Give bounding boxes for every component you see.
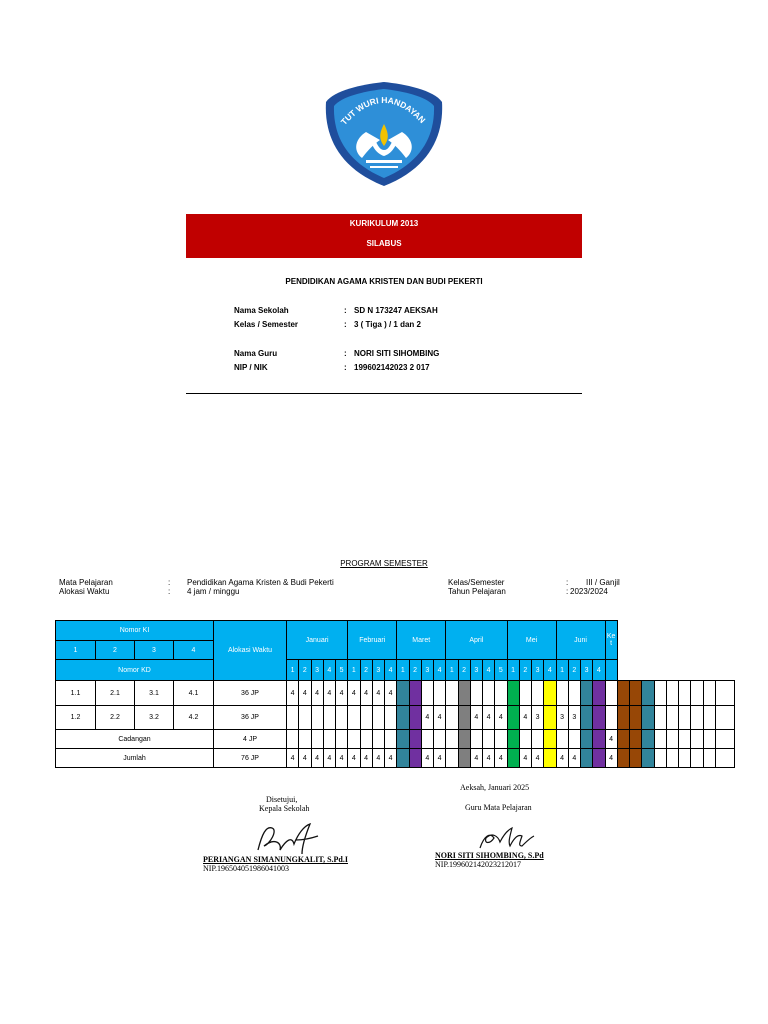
week-cell: 4 — [348, 749, 360, 768]
week-header: 2 — [568, 660, 580, 681]
week-cell: 4 — [372, 749, 384, 768]
week-cell: 3 — [556, 706, 568, 730]
sig-left-approved: Disetujui, — [266, 795, 298, 804]
week-cell — [507, 681, 519, 706]
week-header: 4 — [323, 660, 335, 681]
meta-year-value: 2023/2024 — [570, 587, 608, 596]
week-cell: 4 — [434, 706, 446, 730]
week-cell — [360, 730, 372, 749]
week-cell — [483, 681, 495, 706]
week-cell — [581, 681, 593, 706]
sig-left-role: Kepala Sekolah — [259, 804, 310, 813]
week-cell — [654, 730, 666, 749]
sig-left-name: PERIANGAN SIMANUNGKALIT, S.Pd.I — [203, 855, 348, 864]
week-cell — [360, 706, 372, 730]
week-cell — [703, 681, 715, 706]
week-cell — [679, 730, 691, 749]
week-cell — [666, 749, 678, 768]
week-cell — [654, 749, 666, 768]
meta-allocation-value: 4 jam / minggu — [187, 587, 240, 596]
week-header: 2 — [519, 660, 531, 681]
week-cell — [421, 681, 433, 706]
week-cell — [287, 706, 299, 730]
identity-colon: : — [344, 320, 347, 329]
week-cell: 4 — [299, 749, 311, 768]
meta-colon: : — [566, 587, 569, 596]
divider-line — [186, 393, 582, 394]
week-cell — [642, 749, 654, 768]
week-header: 4 — [544, 660, 556, 681]
identity-nip — [234, 363, 534, 373]
meta-subject-value: Pendidikan Agama Kristen & Budi Pekerti — [187, 578, 334, 587]
meta-class-value: III / Ganjil — [586, 578, 620, 587]
week-cell — [458, 681, 470, 706]
banner-syllabus: SILABUS — [366, 239, 402, 248]
week-cell — [446, 706, 458, 730]
week-header: 5 — [336, 660, 348, 681]
week-header: 5 — [495, 660, 507, 681]
alokasi-cell: 4 JP — [214, 730, 287, 749]
kd-cell: 3.2 — [135, 706, 174, 730]
week-header: 4 — [434, 660, 446, 681]
week-header: 1 — [348, 660, 360, 681]
meta-colon: : — [168, 587, 171, 596]
week-cell — [581, 749, 593, 768]
ket-cell — [715, 749, 734, 768]
svg-text:TUT WURI HANDAYANI: TUT WURI HANDAYAN — [338, 94, 428, 127]
week-cell — [299, 730, 311, 749]
week-cell — [581, 706, 593, 730]
week-cell — [691, 706, 703, 730]
week-cell — [287, 730, 299, 749]
week-cell — [544, 749, 556, 768]
week-header: 3 — [581, 660, 593, 681]
week-cell — [605, 681, 617, 706]
identity-value: 3 ( Tiga ) / 1 dan 2 — [354, 320, 421, 329]
identity-label: Nama Guru — [234, 349, 278, 358]
sig-right-role: Guru Mata Pelajaran — [465, 803, 532, 812]
nomor-kd-header: Nomor KD — [56, 660, 214, 681]
week-header: 3 — [421, 660, 433, 681]
week-cell — [544, 681, 556, 706]
semester-table — [55, 620, 735, 768]
week-cell — [372, 706, 384, 730]
week-cell — [532, 681, 544, 706]
week-cell: 4 — [519, 706, 531, 730]
week-cell — [556, 681, 568, 706]
ki-column-header: 3 — [135, 641, 174, 660]
week-header: 4 — [483, 660, 495, 681]
week-cell: 4 — [568, 749, 580, 768]
week-cell: 4 — [495, 706, 507, 730]
week-cell — [593, 730, 605, 749]
week-cell — [421, 730, 433, 749]
week-cell — [372, 730, 384, 749]
week-cell: 4 — [483, 706, 495, 730]
week-header: 2 — [409, 660, 421, 681]
week-cell — [666, 730, 678, 749]
identity-label: NIP / NIK — [234, 363, 268, 372]
week-header: 1 — [446, 660, 458, 681]
month-header: Januari — [287, 621, 348, 660]
week-cell — [446, 681, 458, 706]
week-cell: 4 — [323, 749, 335, 768]
week-header: 3 — [470, 660, 482, 681]
identity-value: NORI SITI SIHOMBING — [354, 349, 440, 358]
week-cell — [593, 749, 605, 768]
week-cell — [336, 706, 348, 730]
identity-value: 199602142023 2 017 — [354, 363, 430, 372]
week-cell — [434, 730, 446, 749]
ket-header: Ke t — [605, 621, 617, 660]
week-cell: 4 — [287, 749, 299, 768]
table-row — [56, 730, 735, 749]
identity-colon: : — [344, 363, 347, 372]
week-cell — [703, 749, 715, 768]
week-cell — [642, 730, 654, 749]
week-cell: 4 — [605, 730, 617, 749]
week-cell — [495, 730, 507, 749]
alokasi-cell: 36 JP — [214, 681, 287, 706]
week-cell — [299, 706, 311, 730]
week-cell — [703, 730, 715, 749]
week-cell — [446, 730, 458, 749]
week-cell — [556, 730, 568, 749]
week-cell — [544, 706, 556, 730]
week-header: 1 — [507, 660, 519, 681]
meta-subject-label: Mata Pelajaran — [59, 578, 113, 587]
week-header: 3 — [311, 660, 323, 681]
week-cell — [642, 681, 654, 706]
week-cell — [593, 681, 605, 706]
identity-school — [234, 306, 534, 316]
ki-column-header: 1 — [56, 641, 96, 660]
week-cell — [703, 706, 715, 730]
principal-signature — [252, 820, 322, 858]
teacher-signature — [476, 822, 536, 852]
month-header: Juni — [556, 621, 605, 660]
week-cell — [581, 730, 593, 749]
week-cell — [679, 706, 691, 730]
sig-right-name: NORI SITI SIHOMBING, S.Pd — [435, 851, 544, 860]
week-cell — [323, 706, 335, 730]
week-cell — [630, 681, 642, 706]
week-cell — [458, 730, 470, 749]
week-cell: 4 — [299, 681, 311, 706]
week-cell — [568, 730, 580, 749]
sig-right-nip: NIP.199602142023212017 — [435, 860, 522, 869]
week-cell — [336, 730, 348, 749]
week-cell: 4 — [483, 749, 495, 768]
week-cell — [458, 749, 470, 768]
kd-cell: 1.2 — [56, 706, 96, 730]
week-cell: 4 — [348, 681, 360, 706]
kd-cell: 2.2 — [96, 706, 135, 730]
week-cell — [409, 706, 421, 730]
week-cell — [470, 730, 482, 749]
week-cell — [323, 730, 335, 749]
week-cell — [630, 730, 642, 749]
kd-cell: 4.2 — [174, 706, 214, 730]
week-cell: 4 — [385, 681, 397, 706]
subject-title: PENDIDIKAN AGAMA KRISTEN DAN BUDI PEKERTI — [285, 277, 483, 286]
week-cell: 4 — [519, 749, 531, 768]
week-cell — [470, 681, 482, 706]
week-cell — [409, 681, 421, 706]
week-cell: 4 — [470, 749, 482, 768]
week-cell — [507, 749, 519, 768]
identity-teacher — [234, 349, 534, 359]
week-header: 2 — [458, 660, 470, 681]
week-cell — [679, 681, 691, 706]
week-cell — [446, 749, 458, 768]
week-header: 4 — [385, 660, 397, 681]
nomor-ki-header: Nomor KI — [56, 621, 214, 641]
header-banner — [186, 214, 582, 258]
week-header: 3 — [532, 660, 544, 681]
kd-cell: 3.1 — [135, 681, 174, 706]
meta-class-label: Kelas/Semester — [448, 578, 505, 587]
week-cell: 4 — [385, 749, 397, 768]
identity-value: SD N 173247 AEKSAH — [354, 306, 438, 315]
week-cell — [397, 706, 409, 730]
week-cell: 4 — [323, 681, 335, 706]
meta-colon: : — [566, 578, 569, 587]
week-cell: 4 — [532, 749, 544, 768]
meta-colon: : — [168, 578, 171, 587]
table-row — [56, 681, 735, 706]
week-cell — [348, 730, 360, 749]
alokasi-waktu-header: Alokasi Waktu — [214, 621, 287, 681]
week-cell — [385, 730, 397, 749]
alokasi-cell: 76 JP — [214, 749, 287, 768]
identity-label: Nama Sekolah — [234, 306, 289, 315]
ket-cell — [715, 706, 734, 730]
row-label-cell: Cadangan — [56, 730, 214, 749]
kd-cell: 4.1 — [174, 681, 214, 706]
banner-curriculum: KURIKULUM 2013 — [349, 219, 419, 228]
week-cell: 4 — [556, 749, 568, 768]
week-cell — [617, 730, 629, 749]
week-cell — [666, 681, 678, 706]
week-cell — [617, 749, 629, 768]
week-cell — [519, 681, 531, 706]
meta-allocation-label: Alokasi Waktu — [59, 587, 110, 596]
week-cell — [507, 706, 519, 730]
ki-column-header: 4 — [174, 641, 214, 660]
week-header: 2 — [299, 660, 311, 681]
row-label-cell: Jumlah — [56, 749, 214, 768]
ki-column-header: 2 — [96, 641, 135, 660]
week-cell — [311, 706, 323, 730]
week-cell: 4 — [421, 749, 433, 768]
month-header: Februari — [348, 621, 397, 660]
week-cell — [654, 706, 666, 730]
ket-cell — [715, 681, 734, 706]
week-cell — [691, 681, 703, 706]
month-header: April — [446, 621, 507, 660]
week-cell — [593, 706, 605, 730]
week-cell — [519, 730, 531, 749]
week-cell — [630, 706, 642, 730]
week-header: 1 — [397, 660, 409, 681]
identity-label: Kelas / Semester — [234, 320, 299, 329]
week-cell — [691, 749, 703, 768]
week-cell — [409, 730, 421, 749]
week-cell — [544, 730, 556, 749]
week-cell — [483, 730, 495, 749]
week-cell: 4 — [605, 749, 617, 768]
week-header: 1 — [287, 660, 299, 681]
week-cell: 4 — [434, 749, 446, 768]
week-cell — [385, 706, 397, 730]
alokasi-cell: 36 JP — [214, 706, 287, 730]
week-cell: 3 — [568, 706, 580, 730]
week-cell: 4 — [336, 749, 348, 768]
week-cell — [654, 681, 666, 706]
week-cell: 4 — [311, 681, 323, 706]
identity-class — [234, 320, 534, 330]
week-cell — [348, 706, 360, 730]
week-cell — [642, 706, 654, 730]
week-cell: 4 — [336, 681, 348, 706]
week-cell — [409, 749, 421, 768]
week-cell: 4 — [287, 681, 299, 706]
week-cell — [605, 706, 617, 730]
week-cell: 4 — [495, 749, 507, 768]
ket-cell — [715, 730, 734, 749]
week-cell — [617, 681, 629, 706]
week-header: 3 — [372, 660, 384, 681]
program-semester-title: PROGRAM SEMESTER — [340, 559, 428, 568]
week-cell — [532, 730, 544, 749]
week-cell — [507, 730, 519, 749]
ket-header-cell — [605, 660, 617, 681]
week-cell: 4 — [360, 681, 372, 706]
week-cell: 4 — [372, 681, 384, 706]
week-header: 4 — [593, 660, 605, 681]
sig-right-place-date: Aeksah, Januari 2025 — [460, 783, 530, 792]
week-cell — [311, 730, 323, 749]
week-cell — [397, 749, 409, 768]
week-header: 1 — [556, 660, 568, 681]
week-cell — [397, 681, 409, 706]
week-cell — [666, 706, 678, 730]
week-cell — [495, 681, 507, 706]
week-cell: 4 — [470, 706, 482, 730]
week-cell: 4 — [360, 749, 372, 768]
kd-cell: 2.1 — [96, 681, 135, 706]
kd-cell: 1.1 — [56, 681, 96, 706]
table-row — [56, 706, 735, 730]
week-cell — [458, 706, 470, 730]
week-cell — [679, 749, 691, 768]
week-header: 2 — [360, 660, 372, 681]
week-cell — [617, 706, 629, 730]
week-cell: 3 — [532, 706, 544, 730]
week-cell — [397, 730, 409, 749]
table-row — [56, 749, 735, 768]
week-cell — [691, 730, 703, 749]
week-cell — [568, 681, 580, 706]
identity-colon: : — [344, 306, 347, 315]
week-cell — [434, 681, 446, 706]
tut-wuri-handayani-logo — [322, 80, 446, 188]
sig-left-nip: NIP.196504051986041003 — [203, 864, 290, 873]
week-cell: 4 — [421, 706, 433, 730]
month-header: Mei — [507, 621, 556, 660]
meta-year-label: Tahun Pelajaran — [448, 587, 506, 596]
month-header: Maret — [397, 621, 446, 660]
week-cell: 4 — [311, 749, 323, 768]
week-cell — [630, 749, 642, 768]
identity-colon: : — [344, 349, 347, 358]
